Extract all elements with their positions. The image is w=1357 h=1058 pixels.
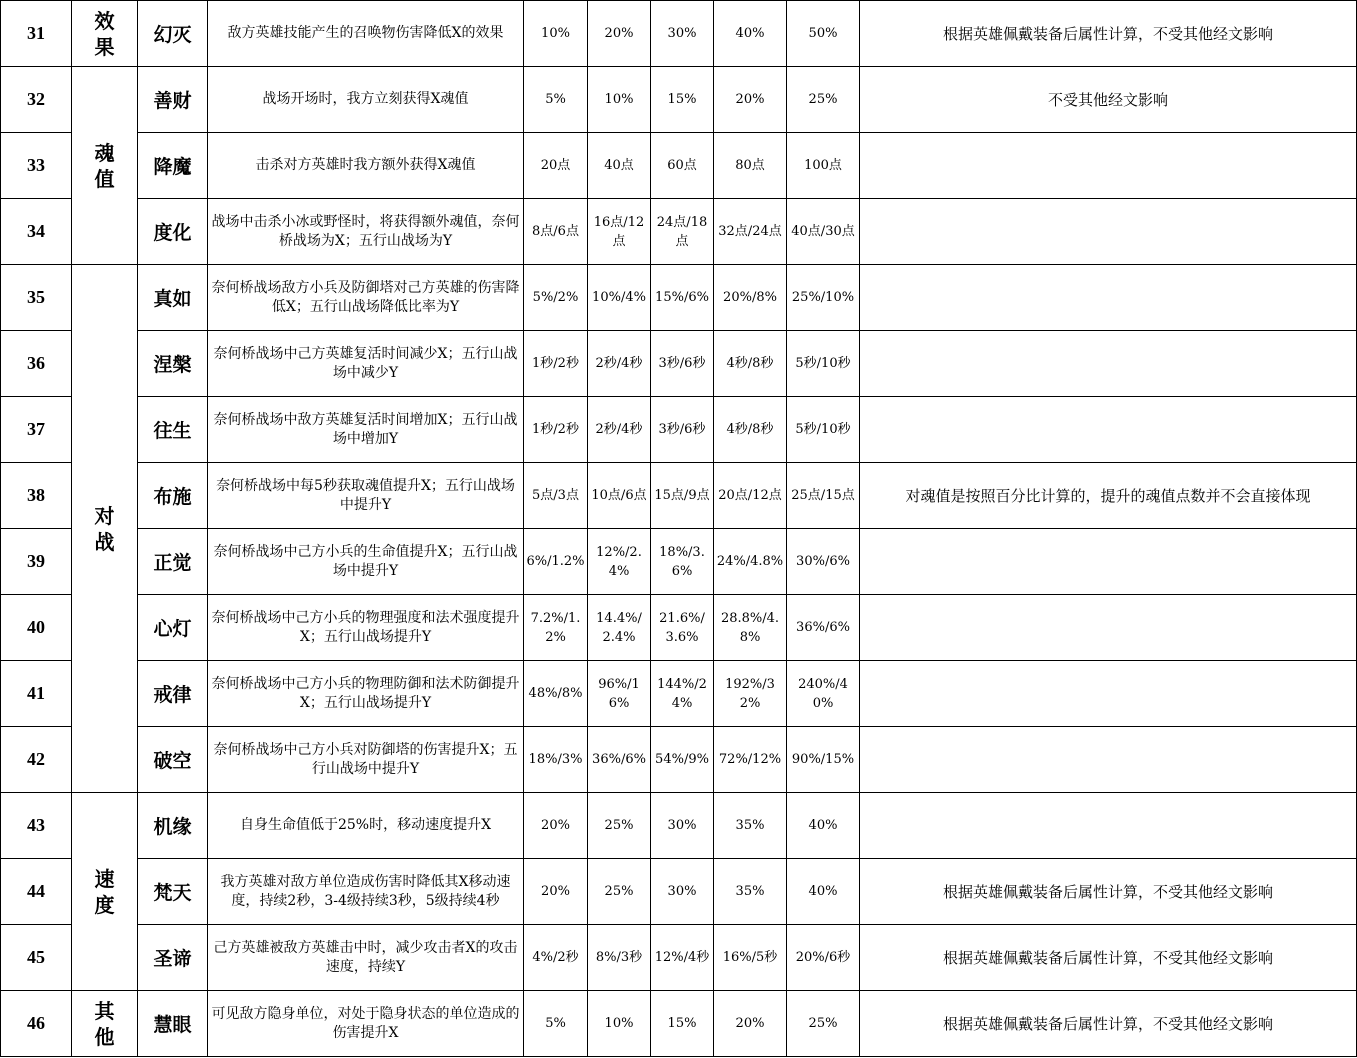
level-5-value: 40% [787, 793, 860, 859]
table-row [1, 793, 1357, 859]
effect-description: 战场开场时，我方立刻获得X魂值 [208, 67, 524, 133]
category-cell [72, 793, 138, 991]
remark [860, 397, 1357, 463]
remark [860, 133, 1357, 199]
row-number: 33 [1, 133, 72, 199]
level-1-value: 6%/1.2% [524, 529, 588, 595]
level-3-value: 3秒/6秒 [651, 331, 714, 397]
level-5-value: 25% [787, 991, 860, 1057]
level-3-value: 30% [651, 1, 714, 67]
level-3-value: 12%/4秒 [651, 925, 714, 991]
effect-description: 击杀对方英雄时我方额外获得X魂值 [208, 133, 524, 199]
table-row [1, 1, 1357, 67]
effect-description: 奈何桥战场中己方小兵对防御塔的伤害提升X；五行山战场中提升Y [208, 727, 524, 793]
table-row [1, 727, 1357, 793]
level-3-value: 60点 [651, 133, 714, 199]
level-3-value: 3秒/6秒 [651, 397, 714, 463]
level-4-value: 80点 [714, 133, 787, 199]
level-1-value: 10% [524, 1, 588, 67]
level-5-value: 36%/6% [787, 595, 860, 661]
table-row [1, 595, 1357, 661]
level-4-value: 72%/12% [714, 727, 787, 793]
effect-description: 奈何桥战场中每5秒获取魂值提升X；五行山战场中提升Y [208, 463, 524, 529]
scripture-name: 真如 [138, 265, 208, 331]
remark [860, 727, 1357, 793]
row-number: 43 [1, 793, 72, 859]
effect-description: 奈何桥战场中己方小兵的生命值提升X；五行山战场中提升Y [208, 529, 524, 595]
row-number: 42 [1, 727, 72, 793]
category-label: 效果 [94, 8, 115, 59]
level-1-value: 5% [524, 991, 588, 1057]
level-3-value: 30% [651, 793, 714, 859]
effect-description: 奈何桥战场敌方小兵及防御塔对己方英雄的伤害降低X；五行山战场降低比率为Y [208, 265, 524, 331]
table-row [1, 463, 1357, 529]
level-4-value: 40% [714, 1, 787, 67]
scripture-name: 往生 [138, 397, 208, 463]
table-row [1, 661, 1357, 727]
scripture-name: 善财 [138, 67, 208, 133]
category-label: 其他 [94, 998, 115, 1049]
level-3-value: 30% [651, 859, 714, 925]
level-1-value: 20% [524, 859, 588, 925]
level-2-value: 8%/3秒 [588, 925, 651, 991]
level-1-value: 1秒/2秒 [524, 397, 588, 463]
row-number: 41 [1, 661, 72, 727]
row-number: 44 [1, 859, 72, 925]
remark [860, 529, 1357, 595]
level-1-value: 20点 [524, 133, 588, 199]
effect-description: 己方英雄被敌方英雄击中时，减少攻击者X的攻击速度，持续Y [208, 925, 524, 991]
level-2-value: 14.4%/2.4% [588, 595, 651, 661]
level-5-value: 100点 [787, 133, 860, 199]
level-4-value: 20% [714, 991, 787, 1057]
table-row [1, 397, 1357, 463]
level-3-value: 18%/3.6% [651, 529, 714, 595]
level-5-value: 5秒/10秒 [787, 331, 860, 397]
category-label: 速度 [94, 866, 115, 917]
table-row [1, 331, 1357, 397]
level-1-value: 20% [524, 793, 588, 859]
remark [860, 199, 1357, 265]
row-number: 32 [1, 67, 72, 133]
table-row [1, 529, 1357, 595]
level-3-value: 24点/18点 [651, 199, 714, 265]
level-1-value: 8点/6点 [524, 199, 588, 265]
remark: 不受其他经文影响 [860, 67, 1357, 133]
level-4-value: 28.8%/4.8% [714, 595, 787, 661]
level-5-value: 25% [787, 67, 860, 133]
level-1-value: 48%/8% [524, 661, 588, 727]
level-2-value: 10% [588, 991, 651, 1057]
remark [860, 661, 1357, 727]
row-number: 35 [1, 265, 72, 331]
scripture-name: 梵天 [138, 859, 208, 925]
level-2-value: 10%/4% [588, 265, 651, 331]
level-4-value: 4秒/8秒 [714, 331, 787, 397]
remark [860, 331, 1357, 397]
remark: 根据英雄佩戴装备后属性计算，不受其他经文影响 [860, 1, 1357, 67]
remark: 根据英雄佩戴装备后属性计算，不受其他经文影响 [860, 859, 1357, 925]
table-row [1, 991, 1357, 1057]
category-cell [72, 991, 138, 1057]
level-2-value: 40点 [588, 133, 651, 199]
effect-description: 战场中击杀小冰或野怪时，将获得额外魂值，奈何桥战场为X；五行山战场为Y [208, 199, 524, 265]
effect-description: 奈何桥战场中己方小兵的物理防御和法术防御提升X；五行山战场提升Y [208, 661, 524, 727]
table-row [1, 925, 1357, 991]
level-5-value: 40点/30点 [787, 199, 860, 265]
level-2-value: 10% [588, 67, 651, 133]
row-number: 36 [1, 331, 72, 397]
level-1-value: 5点/3点 [524, 463, 588, 529]
level-4-value: 24%/4.8% [714, 529, 787, 595]
level-3-value: 15点/9点 [651, 463, 714, 529]
level-4-value: 32点/24点 [714, 199, 787, 265]
level-3-value: 15% [651, 991, 714, 1057]
level-2-value: 20% [588, 1, 651, 67]
scripture-name: 戒律 [138, 661, 208, 727]
row-number: 31 [1, 1, 72, 67]
scripture-name: 度化 [138, 199, 208, 265]
level-4-value: 20% [714, 67, 787, 133]
row-number: 39 [1, 529, 72, 595]
row-number: 38 [1, 463, 72, 529]
level-3-value: 15%/6% [651, 265, 714, 331]
level-1-value: 5%/2% [524, 265, 588, 331]
row-number: 46 [1, 991, 72, 1057]
remark: 对魂值是按照百分比计算的，提升的魂值点数并不会直接体现 [860, 463, 1357, 529]
table-row [1, 67, 1357, 133]
level-1-value: 18%/3% [524, 727, 588, 793]
scripture-name: 机缘 [138, 793, 208, 859]
level-3-value: 54%/9% [651, 727, 714, 793]
level-5-value: 240%/40% [787, 661, 860, 727]
level-1-value: 5% [524, 67, 588, 133]
category-cell [72, 265, 138, 793]
row-number: 34 [1, 199, 72, 265]
effect-description: 自身生命值低于25%时，移动速度提升X [208, 793, 524, 859]
scripture-name: 圣谛 [138, 925, 208, 991]
level-3-value: 21.6%/3.6% [651, 595, 714, 661]
row-number: 37 [1, 397, 72, 463]
level-5-value: 25%/10% [787, 265, 860, 331]
level-3-value: 144%/24% [651, 661, 714, 727]
effect-description: 敌方英雄技能产生的召唤物伤害降低X的效果 [208, 1, 524, 67]
level-2-value: 10点/6点 [588, 463, 651, 529]
effect-description: 奈何桥战场中己方英雄复活时间减少X；五行山战场中减少Y [208, 331, 524, 397]
level-4-value: 4秒/8秒 [714, 397, 787, 463]
level-2-value: 12%/2.4% [588, 529, 651, 595]
level-2-value: 2秒/4秒 [588, 397, 651, 463]
level-5-value: 5秒/10秒 [787, 397, 860, 463]
category-cell [72, 1, 138, 67]
level-4-value: 20%/8% [714, 265, 787, 331]
level-2-value: 25% [588, 793, 651, 859]
remark: 根据英雄佩戴装备后属性计算，不受其他经文影响 [860, 991, 1357, 1057]
level-3-value: 15% [651, 67, 714, 133]
level-5-value: 90%/15% [787, 727, 860, 793]
level-1-value: 1秒/2秒 [524, 331, 588, 397]
level-5-value: 20%/6秒 [787, 925, 860, 991]
level-5-value: 50% [787, 1, 860, 67]
row-number: 40 [1, 595, 72, 661]
table-row [1, 859, 1357, 925]
level-1-value: 4%/2秒 [524, 925, 588, 991]
effect-description: 可见敌方隐身单位，对处于隐身状态的单位造成的伤害提升X [208, 991, 524, 1057]
category-cell [72, 67, 138, 265]
scripture-name: 正觉 [138, 529, 208, 595]
level-4-value: 16%/5秒 [714, 925, 787, 991]
effect-description: 奈何桥战场中敌方英雄复活时间增加X；五行山战场中增加Y [208, 397, 524, 463]
scripture-name: 降魔 [138, 133, 208, 199]
level-2-value: 96%/16% [588, 661, 651, 727]
level-4-value: 20点/12点 [714, 463, 787, 529]
level-2-value: 16点/12点 [588, 199, 651, 265]
scripture-name: 慧眼 [138, 991, 208, 1057]
table-row [1, 265, 1357, 331]
level-4-value: 35% [714, 859, 787, 925]
remark: 根据英雄佩戴装备后属性计算，不受其他经文影响 [860, 925, 1357, 991]
category-label: 魂值 [94, 140, 115, 191]
effect-description: 奈何桥战场中己方小兵的物理强度和法术强度提升X；五行山战场提升Y [208, 595, 524, 661]
table-row [1, 199, 1357, 265]
level-4-value: 192%/32% [714, 661, 787, 727]
level-2-value: 36%/6% [588, 727, 651, 793]
remark [860, 595, 1357, 661]
category-label: 对战 [94, 503, 115, 554]
table-row [1, 133, 1357, 199]
remark [860, 793, 1357, 859]
remark [860, 265, 1357, 331]
row-number: 45 [1, 925, 72, 991]
level-4-value: 35% [714, 793, 787, 859]
level-5-value: 30%/6% [787, 529, 860, 595]
level-5-value: 40% [787, 859, 860, 925]
level-1-value: 7.2%/1.2% [524, 595, 588, 661]
scripture-name: 心灯 [138, 595, 208, 661]
scripture-name: 涅槃 [138, 331, 208, 397]
level-2-value: 2秒/4秒 [588, 331, 651, 397]
effect-description: 我方英雄对敌方单位造成伤害时降低其X移动速度，持续2秒，3-4级持续3秒，5级持续4秒 [208, 859, 524, 925]
level-2-value: 25% [588, 859, 651, 925]
level-5-value: 25点/15点 [787, 463, 860, 529]
scripture-name: 破空 [138, 727, 208, 793]
scripture-name: 布施 [138, 463, 208, 529]
scripture-name: 幻灭 [138, 1, 208, 67]
